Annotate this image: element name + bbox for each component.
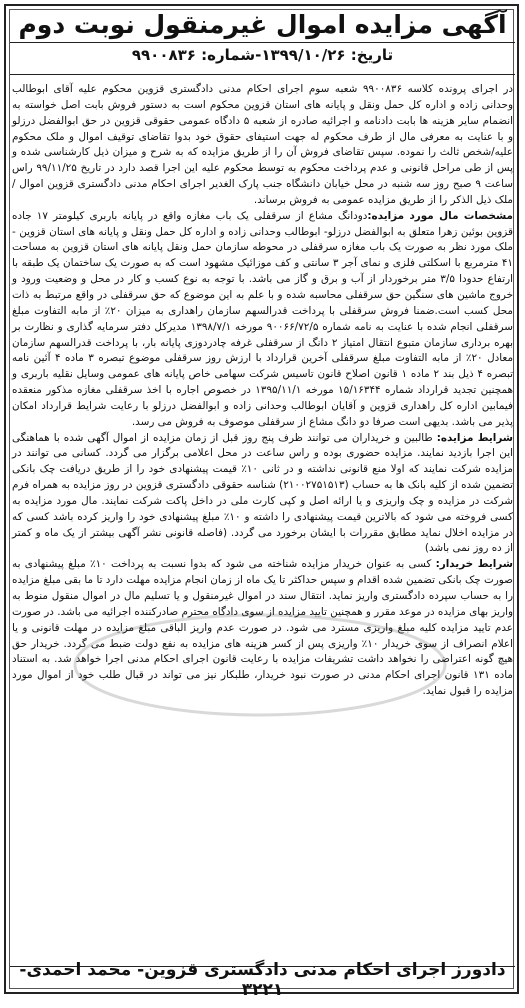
date-divider [10,74,515,75]
notice-body [12,82,513,700]
specs-label: مشخصات مال مورد مزایده: [367,209,513,222]
buyer-label: شرایط خریدار: [435,558,513,571]
buyer-paragraph [12,557,513,700]
conditions-text: طالبین و خریداران می توانند ظرف پنج روز قبل از زمان مزایده از اموال آگهی شده با هماهنگی این اجرا بازدید نمایند. مزایده حضوری بوده و راس ساعت در محل اعلامی برگزار می گردد. کسانی می توانند در مزایده شرکت نمایند که اولا منع قانونی نداشته و در ثانی ۱۰٪ قیمت پیشنهادی خود را از طریق دریافت چک بانکی تضمین شده از کلیه بانک ها به حساب (۲۱۰۰۲۷۵۱۵۱۳) شناسه حقوقی دادگستری قزوین در روز مزایده به همراه فرم شرکت در مزایده و چک واریزی و یا ارائه اصل و کپی کارت ملی در داخل پاکت شرکت نمایند. مال مورد مزایده به کسی فروخته می شود که بالاترین قیمت پیشنهادی را داشته و ۱۰٪ مبلغ پیشنهادی خود را واریز کرده باشد کسی که در مزایده اخلال نماید مطابق مقررات با ایشان برخورد می گردد. (فاصله قانونی نشر آگهی بیشتر از یک ماه و کمتر از ده روز نمی باشد) [12,431,513,555]
notice-signature: دادورز اجرای احکام مدنی دادگستری قزوین- محمد احمدی- ۳۲۲۱ [19,960,506,1000]
conditions-label: شرایط مزایده: [436,431,514,444]
buyer-text: کسی به عنوان خریدار مزایده شناخته می شود که بدوا نسبت به پرداخت ۱۰٪ مبلغ پیشنهادی به صورت چک بانکی تضمین شده اقدام و سپس حداکثر تا یک ماه از زمان انجام مزایده مهلت دارد تا ما بقی مبلغ مزایده را به حساب سپرده دادگستری واریز نماید. انتقال سند در اموال غیرمنقول و یا تسلیم مال در اموال منقول منوط به واریز بهای مزایده در موعد مقرر و همچنین تایید مزایده از سوی دادگاه محترم صادرکننده اجرائیه می باشد. در صورت عدم تایید مزایده کلیه مبلغ واریزی مسترد می شود. در صورت عدم واریز الباقی مبلغ مزایده در مهلت قانونی و یا اعلام انصراف از سوی خریدار ۱۰٪ واریزی پس از کسر هزینه های مزایده به نفع دولت ضبط می گردد. خریدار حق هیچ گونه اعتراضی را نخواهد داشت تشریفات مزایده با رعایت قانون اجرای احکام مدنی اجرا خواهد شد. به استناد ماده ۱۳۱ قانون اجرای احکام مدنی در صورت نبود خریدار، طلبکار نیز می تواند در قبال طلب خود از اموال مورد مزایده را قبول نماید. [11,558,514,698]
conditions-paragraph [12,431,513,558]
specs-text: دودانگ مشاع از سرقفلی یک باب مغازه واقع در پایانه باربری کیلومتر ۱۷ جاده قزوین بوئین زهرا متعلق به ابوالفضل درزلو- ابوطالب وحدانی زاده و اداره کل حمل ونقل و پایانه های استان قزوین - ملک مورد نظر به صورت یک باب مغازه سرقفلی در محوطه سازمان حمل ونقل پایانه های استان قزوین به مساحت ۴۱ مترمربع با اسکلتی فلزی و نمای آجر ۳ سانتی و کف موزائیک مشهود است که به صورت یک ساختمان یک طبقه با ارتفاع حدودا ۳/۵ متر برخوردار از آب و برق و گاز می باشد. با توجه به نوع کسب و کار در محل و وضعیت ورود و خروج ماشین های سنگین حق سرقفلی محاسبه شده و با علم به این موضوع که حق سرقفلی در واقع مرتبط به ذات محل کسب است.ضمنا فروش سرقفلی با پرداخت قدرالسهم سازمان راهداری به میزان ۲۰٪ از مابه التفاوت مبلغ سرقفلی انجام شده با عنایت به نامه شماره ۹۰۰۶۶/۷۲/۵ مورخه ۱۳۹۸/۷/۱ مدیرکل دفتر سرمایه گذاری و نظارت بر بهره برداری سازمان متبوع انتقال امتیاز ۲ دانگ از سرقفلی غرفه چادردوزی پایانه بار، با پرداخت قدرالسهم سازمان معادل ۲۰٪ از مابه التفاوت مبلغ سرقفلی آخرین قرارداد با ارزش روز سرقفلی موضوع تبصره ۳ ماده ۴ آئین نامه تبصره ۴ ذیل بند ۲ ماده ۱ قانون اصلاح قانون تاسیس شرکت سهامی خاص پایانه های عمومی وسایل نقلیه باربری و همچنین تجدید قرارداد شماره ۱۵/۱۶۳۴۴ مورخه ۱۳۹۵/۱۱/۱ در خصوص اجاره با اخذ سرقفلی مغازه مذکور منعقده فیمابین اداره کل راهداری قزوین و آقایان ابوطالب وحدانی زاده و ابوالفضل درزلو با رعایت شرایط قرارداد امکان پذیر می باشد. بدیهی است صرفا دو دانگ مشاع از سرقفلی موصوف به فروش می رسد. [12,209,514,428]
specs-paragraph [12,209,513,431]
title-divider [10,42,515,43]
notice-title: آگهی مزایده اموال غیرمنقول نوبت دوم [18,10,507,39]
intro-paragraph: در اجرای پرونده کلاسه ۹۹۰۰۸۳۶ شعبه سوم اجرای احکام مدنی دادگستری قزوین محکوم علیه آقای ابوطالب وحدانی زاده و اداره کل حمل ونقل و پایانه های استان قزوین محکوم است به دستور فروش بابت اصل خواسته به انضمام سایر هزینه ها بابت دادنامه و اجرائیه صادره از شعبه ۵ دادگاه عمومی حقوقی قزوین در حق ابوالفضل درزلو و با عنایت به معرفی مال از طرف محکوم له جهت استیفای حقوق خود بدوا تقاضای توقیف اموال و ملک محکوم علیه/شخص ثالث را نموده. سپس تقاضای فروش آن را از طریق مزایده که به شرح و میزان ذیل کارشناسی شده و پس از طی مراحل قانونی و عدم پرداخت محکوم به توسط محکوم علیه این اجرا قصد دارد در تاریخ ۹۹/۱۱/۲۵ راس ساعت ۹ صبح روز سه شنبه در محل خیابان دانشگاه جنب پارک الغدیر اجرای احکام مدنی دادگستری قزوین اموال / ملک ذیل الذکر را از طریق مزایده عمومی به فروش برساند. [12,83,514,206]
date-number-line: تاریخ: ۱۳۹۹/۱۰/۲۶-شماره: ۹۹۰۰۸۳۶ [131,46,394,64]
